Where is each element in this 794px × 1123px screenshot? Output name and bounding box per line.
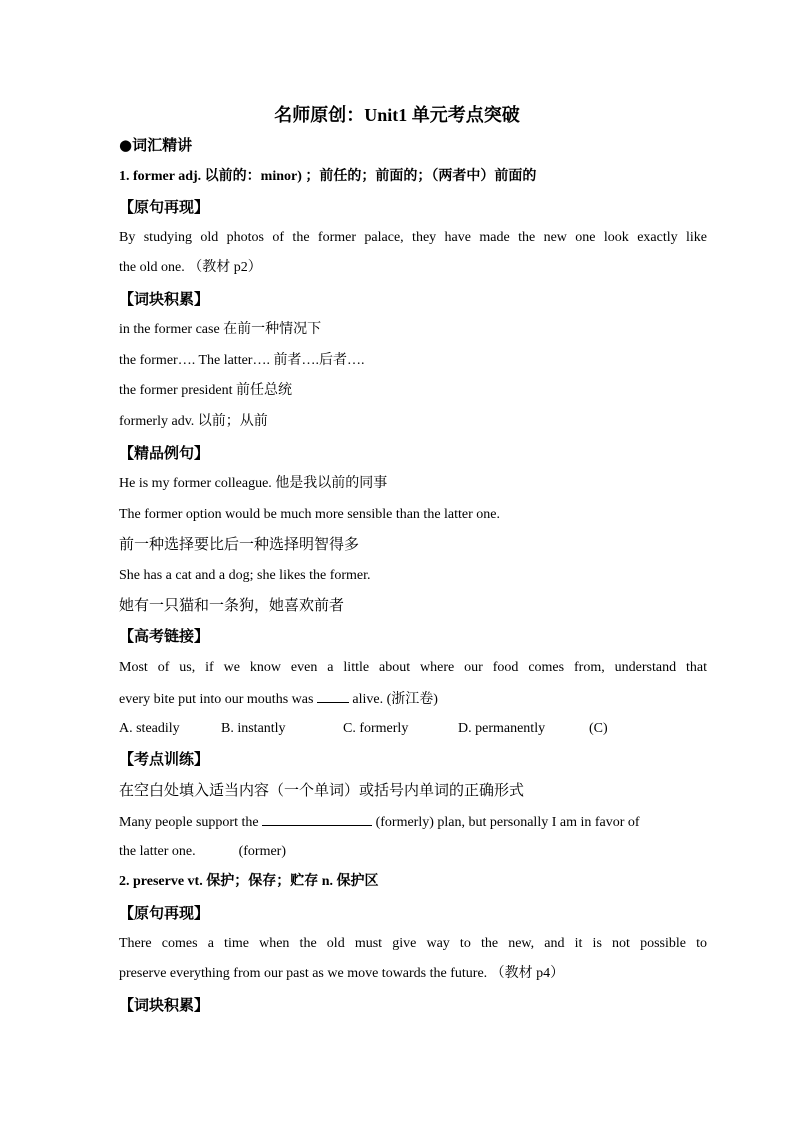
training-question-line <box>119 842 707 862</box>
label-gaokao-link: 【高考链接】 <box>119 627 210 645</box>
section-heading-vocab: ●词汇精讲 <box>119 136 193 154</box>
chunk-item: formerly adv. 以前；从前 <box>119 414 268 429</box>
example-sentence: He is my former colleague. 他是我以前的同事 <box>119 476 388 491</box>
gaokao-question-line <box>119 688 707 710</box>
label-original-sentence: 【原句再现】 <box>119 198 210 216</box>
original-sentence-line: There comes a time when the old must give way to the new, and it is not possible to <box>119 936 707 951</box>
option-a: A. steadily <box>119 721 180 736</box>
example-translation: 她有一只猫和一条狗，她喜欢前者 <box>119 596 345 614</box>
training-text: the latter one. <box>119 844 196 859</box>
label-word-chunks: 【词块积累】 <box>119 290 210 308</box>
training-instruction: 在空白处填入适当内容（一个单词）或括号内单词的正确形式 <box>119 781 525 799</box>
gaokao-text: alive. (浙江卷) <box>352 692 438 707</box>
answer-blank[interactable] <box>317 688 349 703</box>
option-c: C. formerly <box>343 721 409 736</box>
label-original-sentence: 【原句再现】 <box>119 904 210 922</box>
option-d: D. permanently <box>458 721 546 736</box>
chunk-item: the former…. The latter…. 前者….后者…. <box>119 353 365 368</box>
answer-blank[interactable] <box>262 811 372 826</box>
original-sentence-line: preserve everything from our past as we move towards the future. （教材 p4） <box>119 966 565 981</box>
page-title: 名师原创：Unit1 单元考点突破 <box>274 105 520 125</box>
training-question-line <box>119 811 707 833</box>
example-sentence: The former option would be much more sensible than the latter one. <box>119 507 501 522</box>
entry-heading-former: 1. former adj. 以前的：minor) ；前任的；前面的；（两者中）前面的 <box>119 169 537 184</box>
training-text: (former) <box>238 844 286 859</box>
example-sentence: She has a cat and a dog; she likes the former. <box>119 568 371 583</box>
example-translation: 前一种选择要比后一种选择明智得多 <box>119 535 360 553</box>
label-word-chunks: 【词块积累】 <box>119 996 210 1014</box>
training-text: (formerly) plan, but personally I am in favor of <box>375 815 640 830</box>
chunk-item: the former president 前任总统 <box>119 383 293 398</box>
label-key-point-training: 【考点训练】 <box>119 750 210 768</box>
answer-key: (C) <box>589 721 608 736</box>
label-example-sentences: 【精品例句】 <box>119 444 210 462</box>
option-b: B. instantly <box>221 721 286 736</box>
gaokao-text: every bite put into our mouths was <box>119 692 314 707</box>
entry-heading-preserve: 2. preserve vt. 保护；保存；贮存 n. 保护区 <box>119 874 379 889</box>
original-sentence-line: the old one. （教材 p2） <box>119 260 262 275</box>
training-text: Many people support the <box>119 815 259 830</box>
gaokao-question-line: Most of us, if we know even a little about where our food comes from, understand that <box>119 660 707 675</box>
chunk-item: in the former case 在前一种情况下 <box>119 322 322 337</box>
original-sentence-line: By studying old photos of the former palace, they have made the new one look exactly like <box>119 230 707 245</box>
